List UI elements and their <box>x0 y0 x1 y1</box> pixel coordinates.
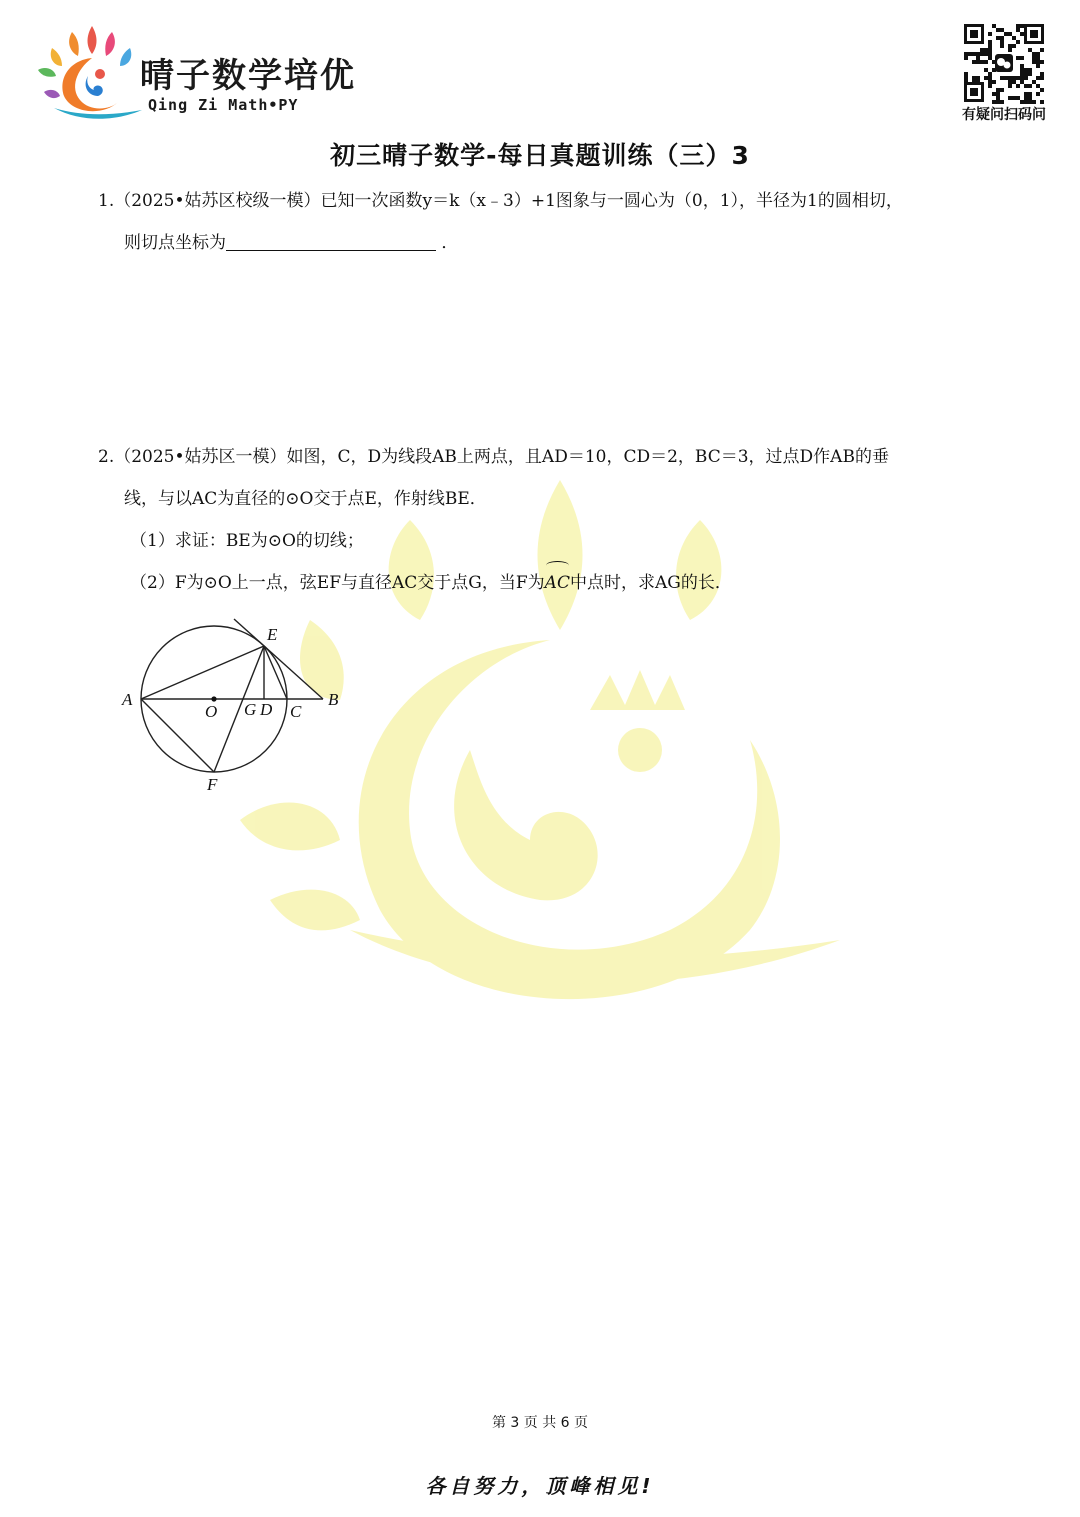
question-2-line-2: 线，与以AC为直径的⊙O交于点E，作射线BE． <box>124 489 487 509</box>
label-e: E <box>267 625 278 644</box>
label-o: O <box>205 702 218 721</box>
qr-code-icon <box>962 22 1046 104</box>
brand-name-en: Qing Zi Math•PY <box>148 96 299 114</box>
arc-ac-label: AC <box>545 562 570 604</box>
question-1 <box>98 180 998 264</box>
question-2-part-1: （1）求证：BE为⊙O的切线； <box>130 531 364 551</box>
brand-name-cn: 晴子数学培优 <box>140 56 356 96</box>
brand-logo-icon <box>30 18 150 128</box>
qr-caption: 有疑问扫码问 <box>962 107 1046 123</box>
label-f: F <box>207 775 218 794</box>
question-1-period: ． <box>441 233 459 253</box>
question-2-part-2-suffix: 中点时，求AG的长． <box>569 573 732 593</box>
page-title: 初三晴子数学-每日真题训练（三）3 <box>330 141 750 170</box>
answer-blank[interactable] <box>226 232 436 251</box>
question-1-line-1: 1.（2025•姑苏区校级一模）已知一次函数y＝k（x﹣3）+1图象与一圆心为（0，1），半径为1的圆相切， <box>98 191 903 211</box>
segment-ec <box>264 646 287 699</box>
question-2 <box>98 436 998 604</box>
segment-af <box>141 699 214 772</box>
question-2-line-1: 2.（2025•姑苏区一模）如图，C，D为线段AB上两点，且AD＝10，CD＝2，BC＝3，过点D作AB的垂 <box>98 447 889 467</box>
motto: 各自努力，顶峰相见! <box>425 1474 655 1498</box>
label-d: D <box>260 700 273 719</box>
question-2-part-2-prefix: （2）F为⊙O上一点，弦EF与直径AC交于点G，当F为 <box>130 573 545 593</box>
center-point-o <box>211 696 216 701</box>
page-number: 第 3 页 共 6 页 <box>491 1415 589 1431</box>
geometry-figure <box>118 612 350 794</box>
question-1-prompt: 则切点坐标为 <box>124 233 226 253</box>
question-1-line-2 <box>98 222 998 264</box>
label-c: C <box>290 702 302 721</box>
label-a: A <box>122 690 133 709</box>
question-2-part-2 <box>98 562 998 604</box>
label-g: G <box>244 700 257 719</box>
label-b: B <box>328 690 339 709</box>
